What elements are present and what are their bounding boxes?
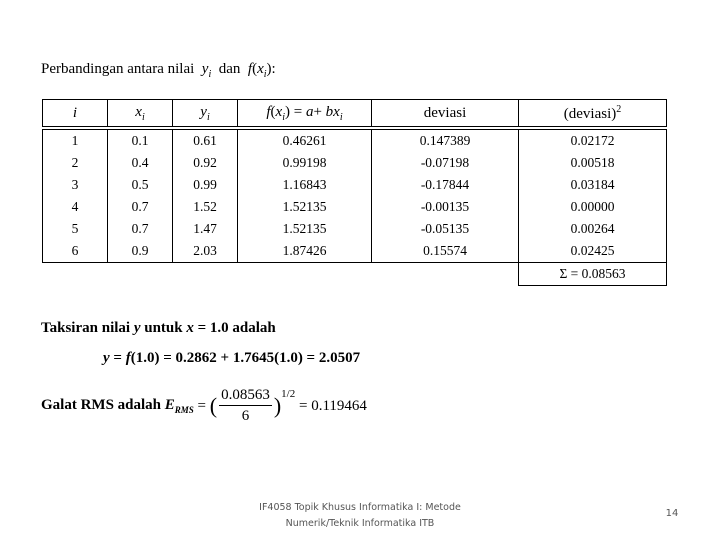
table-cell: 1.52 xyxy=(173,196,238,218)
table-cell: 0.9 xyxy=(108,240,173,263)
table-cell: 0.00264 xyxy=(519,218,667,240)
table-cell: 4 xyxy=(43,196,108,218)
table-header-row xyxy=(43,100,667,129)
table-cell: 0.4 xyxy=(108,152,173,174)
table-row xyxy=(43,128,667,152)
empty-cell xyxy=(238,263,372,286)
table-cell: 1.16843 xyxy=(238,174,372,196)
heading-fxi: f xyxy=(247,61,253,77)
estimate-equation: y = f(1.0) = 0.2862 + 1.7645(1.0) = 2.0507 xyxy=(103,350,361,366)
table-cell: 0.61 xyxy=(173,128,238,152)
table-sum-row xyxy=(43,263,667,286)
header-xi: $x_i$ xyxy=(108,100,173,129)
table-cell: 0.1 xyxy=(108,128,173,152)
table-cell: 5 xyxy=(43,218,108,240)
table-cell: 0.03184 xyxy=(519,174,667,196)
heading-yi: $y_i$ xyxy=(201,61,212,80)
page-number: 14 xyxy=(665,508,679,519)
table-cell: -0.07198 xyxy=(372,152,519,174)
table-cell: 0.00518 xyxy=(519,152,667,174)
empty-cell xyxy=(43,263,108,286)
table-cell: 2.03 xyxy=(173,240,238,263)
table-cell: -0.17844 xyxy=(372,174,519,196)
header-i: i xyxy=(43,100,108,129)
estimate-title: Taksiran nilai y untuk x = 1.0 adalah xyxy=(41,320,276,336)
table-cell: 1 xyxy=(43,128,108,152)
comparison-table xyxy=(42,99,667,286)
table-row xyxy=(43,174,667,196)
empty-cell xyxy=(173,263,238,286)
footer-line-2: Numerik/Teknik Informatika ITB xyxy=(285,518,435,529)
table-cell: 0.99 xyxy=(173,174,238,196)
table-cell: 0.7 xyxy=(108,196,173,218)
table-cell: 0.7 xyxy=(108,218,173,240)
footer-line-1: IF4058 Topik Khusus Informatika I: Metode xyxy=(259,502,461,513)
table-cell: 2 xyxy=(43,152,108,174)
heading-dan: dan xyxy=(218,61,241,77)
table-cell: 0.92 xyxy=(173,152,238,174)
slide-heading: Perbandingan antara nilai $y_i$ dan $f(x_i)$: xyxy=(41,61,276,80)
table-cell: 1.47 xyxy=(173,218,238,240)
sum-cell: Σ = 0.08563 xyxy=(519,263,667,286)
rms-exponent: 1/2 xyxy=(281,388,296,400)
table-cell: -0.05135 xyxy=(372,218,519,240)
rms-numerator: 0.08563 xyxy=(219,387,272,406)
table-cell: 0.147389 xyxy=(372,128,519,152)
table-cell: 3 xyxy=(43,174,108,196)
heading-text: Perbandingan antara nilai xyxy=(41,61,195,77)
header-fxi: $f(x_i) = a+ bx_i$ xyxy=(238,100,372,129)
rms-equation: Galat RMS adalah $E_{RMS}$ = ( $\frac{0.08563}{6}$ ) 1/2 = 0.119464 xyxy=(41,387,367,424)
empty-cell xyxy=(372,263,519,286)
rms-result: = 0.119464 xyxy=(298,397,367,414)
footer-text xyxy=(240,500,480,532)
table-cell: 1.52135 xyxy=(238,218,372,240)
header-deviasi-squared: (deviasi)$^2$ xyxy=(519,100,667,129)
table-cell: 0.99198 xyxy=(238,152,372,174)
table-cell: 1.52135 xyxy=(238,196,372,218)
table-cell: 0.02172 xyxy=(519,128,667,152)
empty-cell xyxy=(108,263,173,286)
table-cell: 0.15574 xyxy=(372,240,519,263)
header-yi: $y_i$ xyxy=(173,100,238,129)
table-row xyxy=(43,240,667,263)
table-cell: 1.87426 xyxy=(238,240,372,263)
rms-denominator: 6 xyxy=(241,408,250,424)
table-cell: 0.00000 xyxy=(519,196,667,218)
table-cell: 6 xyxy=(43,240,108,263)
rms-label: Galat RMS adalah $E_{RMS}$ xyxy=(41,397,194,415)
table-row xyxy=(43,218,667,240)
header-deviasi: deviasi xyxy=(372,100,519,129)
rms-fraction xyxy=(219,387,272,425)
table-cell: 0.5 xyxy=(108,174,173,196)
table-cell: 0.02425 xyxy=(519,240,667,263)
table-row xyxy=(43,152,667,174)
table-cell: 0.46261 xyxy=(238,128,372,152)
table-cell: -0.00135 xyxy=(372,196,519,218)
table-row xyxy=(43,196,667,218)
